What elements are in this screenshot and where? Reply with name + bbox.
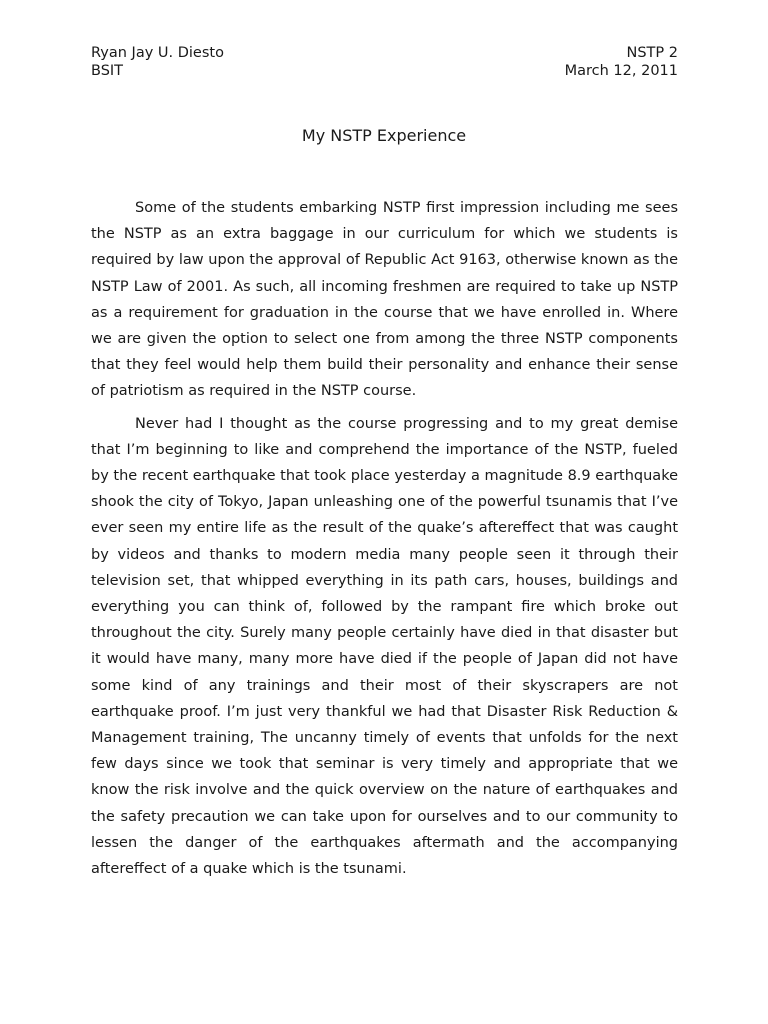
document-date: March 12, 2011 (564, 63, 678, 79)
paragraph: Never had I thought as the course progressing and to my great demise that I’m beginning to like and comprehend the importance of the NSTP, fueled by the recent earthquake that took place yesterday a magnitude 8.9 earthquake shook the city of Tokyo, Japan unleashing one of the powerful tsunamis that I’ve ever seen my entire life as the result of the quake’s aftereffect that was caught by videos and thanks to modern media many people seen it through their television set, that whipped everything in its path cars, houses, buildings and everything you can think of, followed by the rampant fire which broke out throughout the city. Surely many people certainly have died in that disaster but it would have many, many more have died if the people of Japan did not have some kind of any trainings and their most of their skyscrapers are not earthquake proof. I’m just very thankful we had that Disaster Risk Reduction & Management training, The uncanny timely of events that unfolds for the next few days since we took that seminar is very timely and appropriate that we know the risk involve and the quick overview on the nature of earthquakes and the safety precaution we can take upon for ourselves and to our community to lessen the danger of the earthquakes aftermath and the accompanying aftereffect of a quake which is the tsunami. (91, 415, 678, 878)
header-left (91, 44, 224, 80)
header-right (565, 44, 678, 80)
course-name: NSTP 2 (626, 45, 678, 61)
paragraph: Some of the students embarking NSTP first impression including me sees the NSTP as an extra baggage in our curriculum for which we students is required by law upon the approval of Republic Act 9163, otherwise known as the NSTP Law of 2001. As such, all incoming freshmen are required to take up NSTP as a requirement for graduation in the course that we have enrolled in. Where we are given the option to select one from among the three NSTP components that they feel would help them build their personality and enhance their sense of patriotism as required in the NSTP course. (91, 200, 678, 400)
author-name: Ryan Jay U. Diesto (91, 45, 224, 61)
document-body (91, 195, 678, 882)
document-title: My NSTP Experience (301, 126, 467, 145)
program-name: BSIT (91, 63, 124, 79)
